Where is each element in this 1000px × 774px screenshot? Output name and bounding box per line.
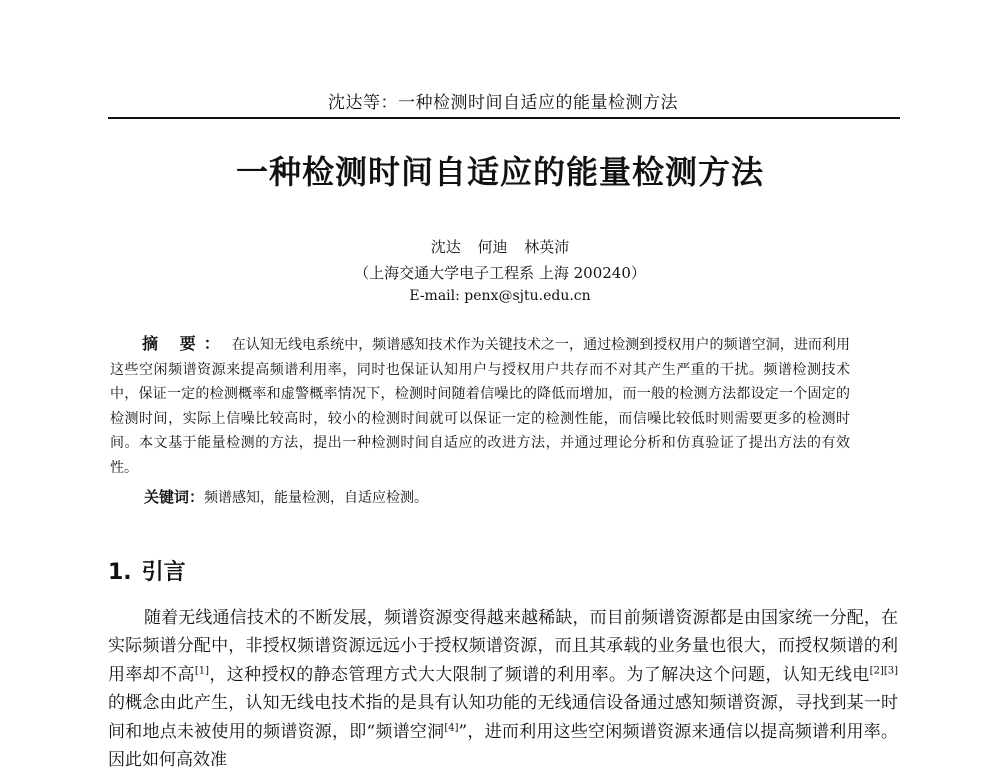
affiliation: （上海交通大学电子工程系 上海 200240） bbox=[354, 264, 646, 282]
paper-title: 一种检测时间自适应的能量检测方法 bbox=[235, 153, 764, 191]
body-text-part: ，这种授权的静态管理方式大大限制了频谱的利用率。为了解决这个问题，认知无线电 bbox=[209, 664, 870, 685]
keywords-label: 关键词： bbox=[144, 488, 205, 506]
header-rule bbox=[108, 117, 900, 119]
citation-ref: [4] bbox=[444, 721, 459, 733]
body-text-part: ”，进而利用这些空闲频谱资源来通信以提高频谱利用率。因此如何高效准 bbox=[108, 721, 898, 771]
keywords-text: 频谱感知，能量检测，自适应检测。 bbox=[204, 490, 429, 506]
keywords bbox=[144, 486, 844, 507]
authors: 沈达 何迪 林英沛 bbox=[430, 238, 570, 256]
section-heading-introduction bbox=[108, 555, 186, 586]
abstract-label: 摘 要： bbox=[142, 334, 228, 353]
section-title: 引言 bbox=[141, 560, 186, 585]
body-text-part: 随着无线通信技术的不断发展，频谱资源变得越来越稀缺，而目前频谱资源都是由国家统一分配，在实际频谱分配中，非授权频谱资源远远小于授权频谱资源，而且其承载的业务量也很大，而授权频谱的利用率却不高 bbox=[108, 608, 898, 685]
abstract-text: 在认知无线电系统中，频谱感知技术作为关键技术之一，通过检测到授权用户的频谱空洞，进而利用这些空闲频谱资源来提高频谱利用率，同时也保证认知用户与授权用户共存而不对其产生严重的干扰。频谱检测技术中，保证一定的检测概率和虚警概率情况下，检测时间随着信噪比的降低而增加，而一般的检测方法都设定一个固定的检测时间，实际上信噪比较高时，较小的检测时间就可以保证一定的检测性能，而信噪比较低时则需要更多的检测时间。本文基于能量检测的方法，提出一种检测时间自适应的改进方法，并通过理论分析和仿真验证了提出方法的有效性。 bbox=[110, 337, 850, 476]
citation-ref: [1] bbox=[194, 665, 210, 677]
introduction-paragraph bbox=[108, 604, 898, 774]
citation-ref: [2][3] bbox=[869, 665, 899, 677]
author-email: E-mail: penx@sjtu.edu.cn bbox=[409, 288, 591, 304]
body-text-part: 的概念由此产生，认知无线电技术指的是具有认知功能的无线通信设备通过感知频谱资源，寻找到某一时间和地点未被使用的频谱资源，即“频谱空洞 bbox=[108, 693, 898, 742]
section-number: 1. bbox=[108, 560, 132, 585]
abstract bbox=[110, 332, 850, 481]
running-head: 沈达等：一种检测时间自适应的能量检测方法 bbox=[328, 93, 678, 113]
